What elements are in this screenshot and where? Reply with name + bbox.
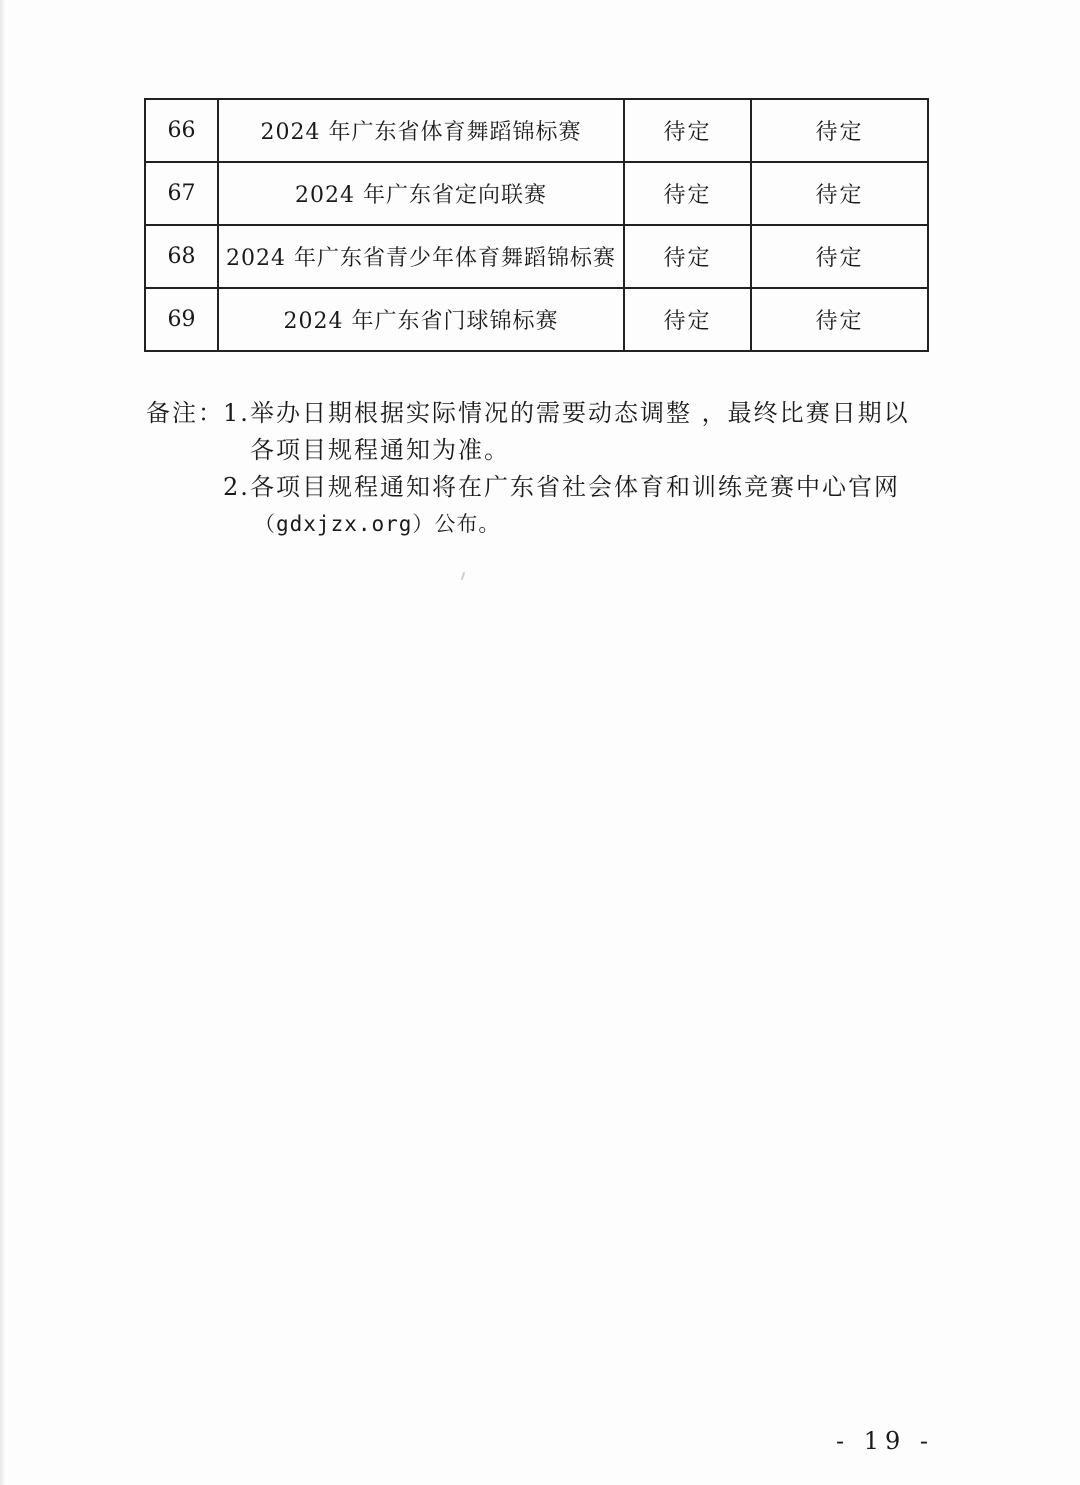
row-number: 66 xyxy=(145,99,218,162)
table-row xyxy=(145,288,928,351)
note-2-text-continued: （gdxjzx.org）公布。 xyxy=(254,512,501,536)
competition-name: 2024 年广东省门球锦标赛 xyxy=(218,288,624,351)
competition-venue: 待定 xyxy=(751,99,928,162)
competition-venue: 待定 xyxy=(751,288,928,351)
note-1-text: 举办日期根据实际情况的需要动态调整 ，最终比赛日期以 xyxy=(250,399,910,427)
competition-date: 待定 xyxy=(624,288,751,351)
note-1-number: 1. xyxy=(223,399,250,427)
notes-section xyxy=(146,395,926,543)
note-2-text: 各项目规程通知将在广东省社会体育和训练竞赛中心官网 xyxy=(250,473,900,501)
row-number: 67 xyxy=(145,162,218,225)
note-2-line-2 xyxy=(146,506,926,543)
row-number: 69 xyxy=(145,288,218,351)
table-row xyxy=(145,162,928,225)
row-number: 68 xyxy=(145,225,218,288)
competition-schedule-table xyxy=(144,98,929,352)
note-1-line-2 xyxy=(146,432,926,469)
table-row xyxy=(145,225,928,288)
competition-name: 2024 年广东省定向联赛 xyxy=(218,162,624,225)
page-number: - 19 - xyxy=(836,1427,935,1455)
competition-name: 2024 年广东省青少年体育舞蹈锦标赛 xyxy=(218,225,624,288)
competition-venue: 待定 xyxy=(751,225,928,288)
note-2-line-1 xyxy=(146,469,926,506)
scan-artifact xyxy=(461,572,465,580)
competition-date: 待定 xyxy=(624,225,751,288)
note-1-line-1 xyxy=(146,395,926,432)
competition-venue: 待定 xyxy=(751,162,928,225)
competition-date: 待定 xyxy=(624,162,751,225)
notes-label: 备注： xyxy=(146,399,224,427)
table-row xyxy=(145,99,928,162)
note-1-text-continued: 各项目规程通知为准。 xyxy=(250,436,510,464)
competition-date: 待定 xyxy=(624,99,751,162)
competition-name: 2024 年广东省体育舞蹈锦标赛 xyxy=(218,99,624,162)
note-2-number: 2. xyxy=(223,473,250,501)
scan-edge-shadow xyxy=(0,0,6,1485)
